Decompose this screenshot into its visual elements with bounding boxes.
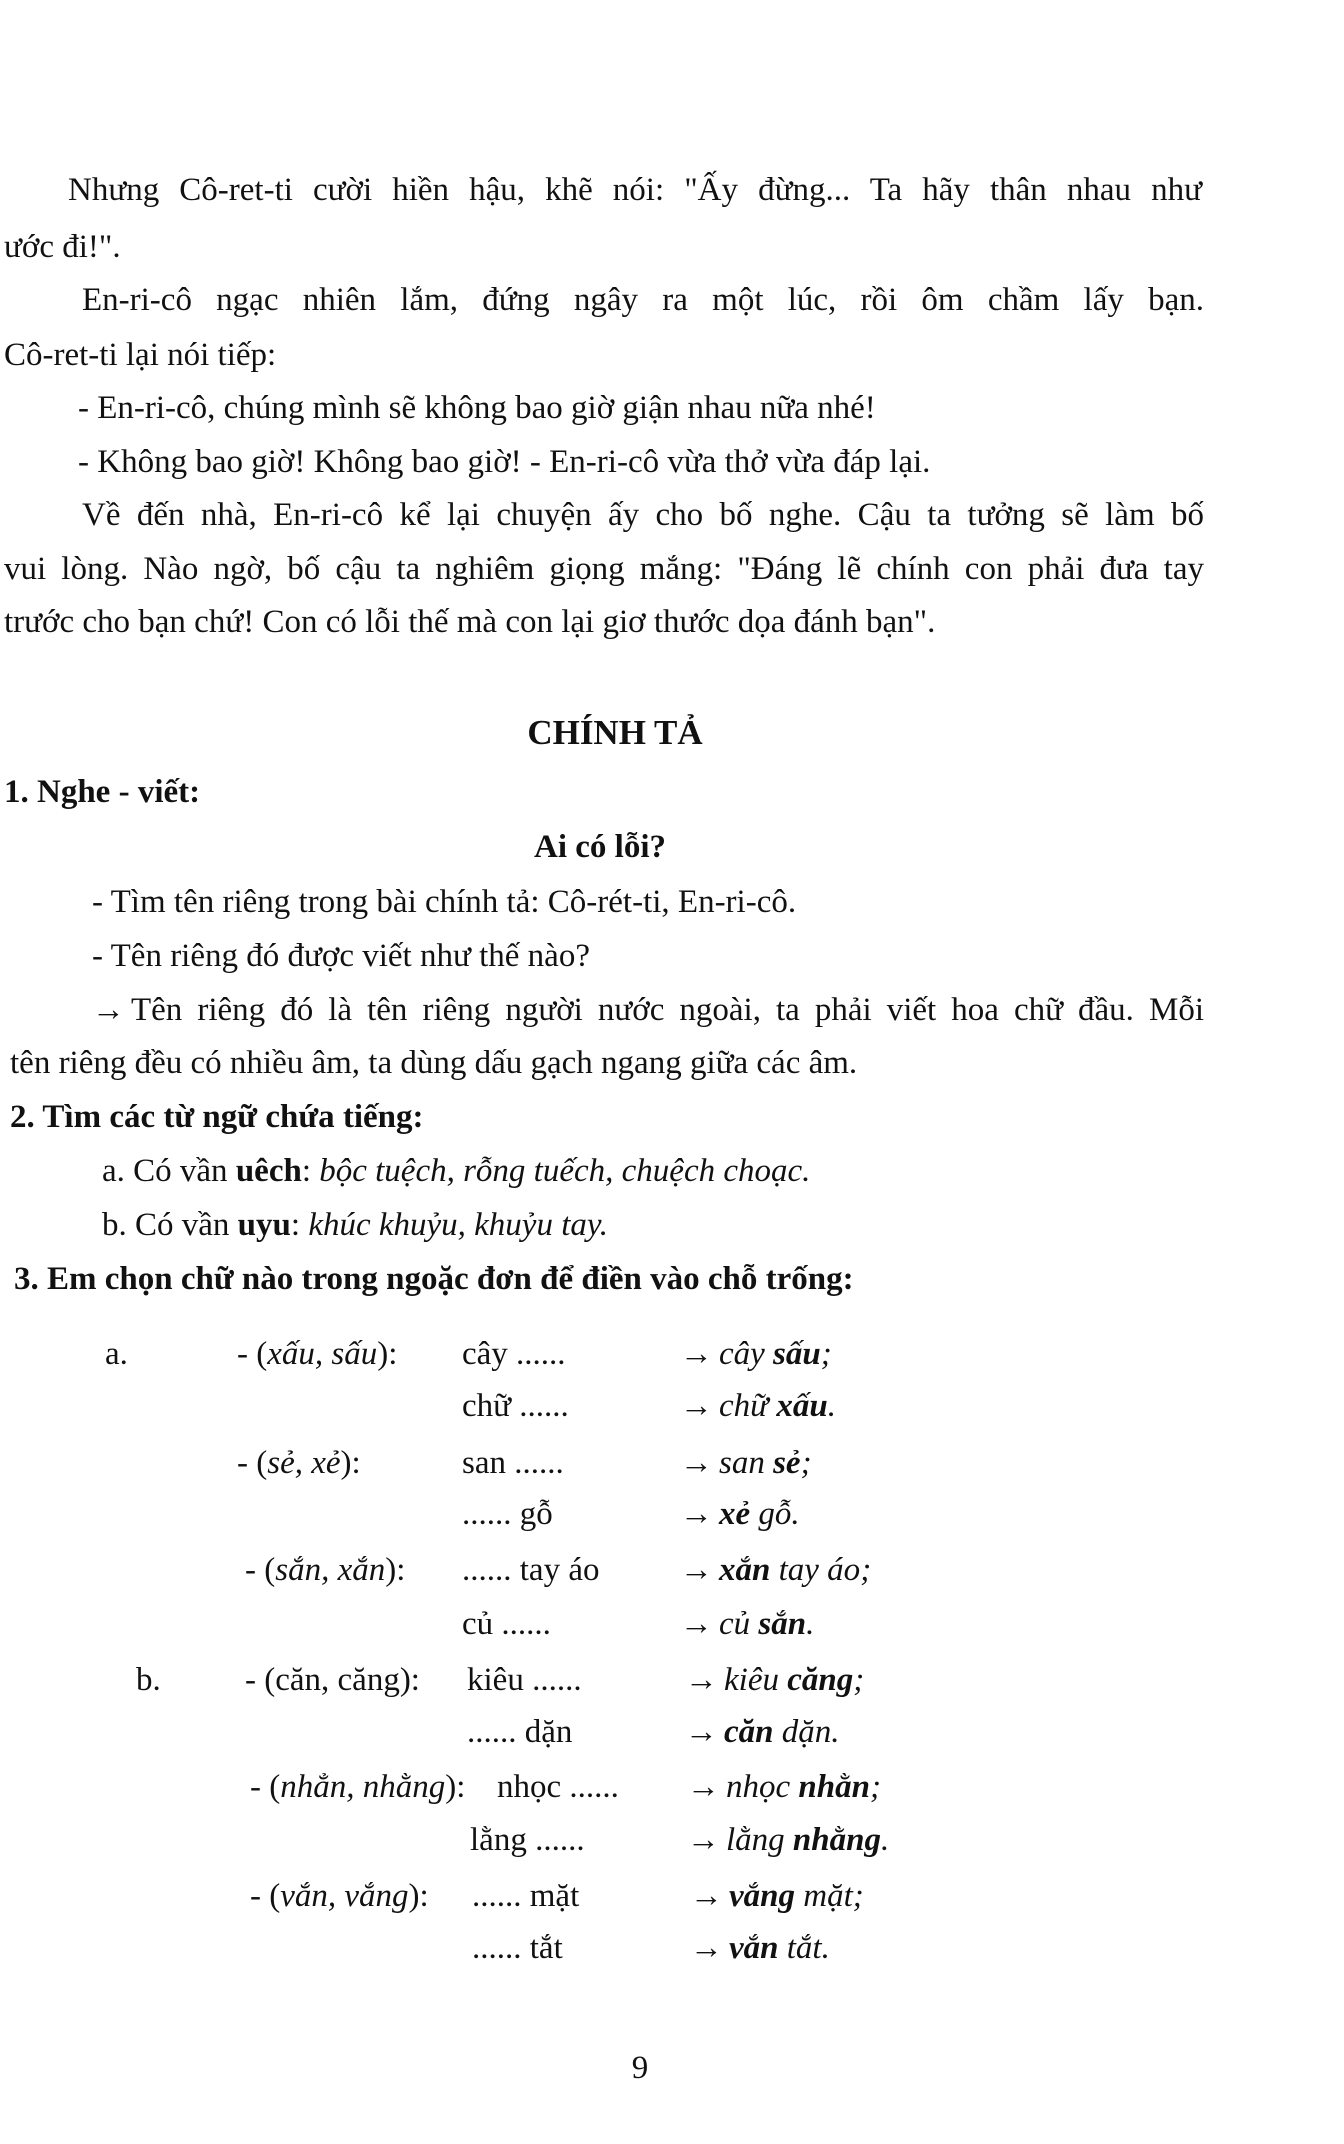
item-a-rhyme: uêch	[235, 1153, 302, 1189]
group-6-options: - (vắn, vắng):	[250, 1878, 429, 1914]
exercise-1-answer-line-1	[92, 990, 1204, 1031]
group-3-blank-2: củ ......	[462, 1606, 551, 1642]
story-paragraph-3-line-3: trước cho bạn chứ! Con có lỗi thế mà con lại giơ thước dọa đánh bạn".	[4, 604, 936, 640]
arrow-icon: →	[687, 1769, 720, 1805]
group-6-answer-2: → vắn tắt.	[690, 1928, 830, 1969]
story-dialog-2: - Không bao giờ! Không bao giờ! - En-ri-cô vừa thở vừa đáp lại.	[78, 444, 931, 480]
exercise-2-item-a	[102, 1151, 810, 1192]
group-5-blank-1: nhọc ......	[497, 1769, 619, 1805]
exercise-1-question-2: - Tên riêng đó được viết như thế nào?	[92, 938, 590, 974]
arrow-icon: →	[685, 1714, 718, 1750]
exercise-3-label-b: b.	[136, 1662, 161, 1698]
arrow-icon: →	[680, 1606, 713, 1642]
group-5-blank-2: lằng ......	[470, 1822, 585, 1858]
item-b-words: khúc khuỷu, khuỷu tay.	[308, 1207, 608, 1243]
group-3-options: - (sắn, xắn):	[245, 1552, 406, 1588]
group-3-blank-1: ...... tay áo	[462, 1552, 600, 1588]
group-1-answer-2: → chữ xấu.	[680, 1386, 836, 1427]
arrow-icon: →	[680, 1496, 713, 1532]
group-3-answer-2: → củ sắn.	[680, 1604, 814, 1645]
arrow-icon: →	[690, 1878, 723, 1914]
group-2-blank-2: ...... gỗ	[462, 1496, 553, 1532]
item-a-prefix: a. Có vần	[102, 1153, 236, 1189]
group-1-blank-2: chữ ......	[462, 1388, 569, 1424]
exercise-1-answer-line-2: tên riêng đều có nhiều âm, ta dùng dấu gạch ngang giữa các âm.	[10, 1045, 858, 1081]
group-2-options: - (sẻ, xẻ):	[237, 1445, 361, 1481]
arrow-icon: →	[690, 1930, 723, 1966]
group-6-answer-1: → vắng mặt;	[690, 1876, 864, 1917]
group-4-blank-1: kiêu ......	[467, 1662, 582, 1698]
group-1-blank-1: cây ......	[462, 1336, 566, 1372]
exercise-1-subtitle: Ai có lỗi?	[534, 829, 666, 865]
group-4-blank-2: ...... dặn	[467, 1714, 573, 1750]
arrow-icon: →	[680, 1336, 713, 1372]
story-paragraph-3-line-2: vui lòng. Nào ngờ, bố cậu ta nghiêm giọng mắng: "Đáng lẽ chính con phải đưa tay	[4, 551, 1204, 587]
item-b-prefix: b. Có vần	[102, 1207, 238, 1243]
item-a-colon: :	[301, 1153, 320, 1189]
group-4-options: - (căn, căng):	[245, 1662, 420, 1698]
arrow-icon: →	[680, 1388, 713, 1424]
group-5-options: - (nhẳn, nhằng):	[250, 1769, 466, 1805]
group-2-answer-1: → san sẻ;	[680, 1443, 812, 1484]
item-b-colon: :	[290, 1207, 309, 1243]
exercise-2-heading: 2. Tìm các từ ngữ chứa tiếng:	[10, 1099, 424, 1135]
group-5-answer-2: → lằng nhằng.	[687, 1820, 889, 1861]
item-a-words: bộc tuệch, rỗng tuếch, chuệch choạc.	[319, 1153, 811, 1189]
exercise-2-item-b	[102, 1205, 608, 1246]
exercise-3-heading: 3. Em chọn chữ nào trong ngoặc đơn để điền vào chỗ trống:	[14, 1261, 854, 1297]
exercise-1-question-1: - Tìm tên riêng trong bài chính tả: Cô-rét-ti, En-ri-cô.	[92, 884, 797, 920]
group-1-answer-1: → cây sấu;	[680, 1334, 832, 1375]
item-b-rhyme: uyu	[237, 1207, 291, 1243]
story-dialog-1: - En-ri-cô, chúng mình sẽ không bao giờ giận nhau nữa nhé!	[78, 390, 876, 426]
arrow-icon: →	[687, 1822, 720, 1858]
exercise-1-answer-text: Tên riêng đó là tên riêng người nước ngoài, ta phải viết hoa chữ đầu. Mỗi	[131, 992, 1204, 1028]
group-4-answer-2: → căn dặn.	[685, 1712, 840, 1753]
exercise-1-heading: 1. Nghe - viết:	[4, 774, 201, 810]
story-paragraph-3-line-1: Về đến nhà, En-ri-cô kể lại chuyện ấy cho bố nghe. Cậu ta tưởng sẽ làm bố	[82, 497, 1204, 533]
arrow-icon: →	[685, 1662, 718, 1698]
story-paragraph-1-line-1: Nhưng Cô-ret-ti cười hiền hậu, khẽ nói: "Ấy đừng... Ta hãy thân nhau như	[68, 172, 1202, 208]
arrow-icon: →	[680, 1552, 713, 1588]
arrow-icon: →	[92, 992, 125, 1028]
exercise-3-label-a: a.	[105, 1336, 128, 1372]
group-2-answer-2: → xẻ gỗ.	[680, 1494, 800, 1535]
story-paragraph-2-line-1: En-ri-cô ngạc nhiên lắm, đứng ngây ra một lúc, rồi ôm chầm lấy bạn.	[82, 282, 1204, 318]
group-1-options: - (xấu, sấu):	[237, 1336, 398, 1372]
arrow-icon: →	[680, 1445, 713, 1481]
page-number: 9	[631, 2050, 649, 2086]
group-6-blank-1: ...... mặt	[472, 1878, 580, 1914]
section-title: CHÍNH TẢ	[527, 713, 703, 752]
group-5-answer-1: → nhọc nhằn;	[687, 1767, 881, 1808]
story-paragraph-2-line-2: Cô-ret-ti lại nói tiếp:	[4, 337, 277, 373]
story-paragraph-1-line-2: ước đi!".	[4, 229, 121, 265]
group-6-blank-2: ...... tắt	[472, 1930, 563, 1966]
group-3-answer-1: → xắn tay áo;	[680, 1550, 871, 1591]
group-4-answer-1: → kiêu căng;	[685, 1660, 864, 1701]
group-2-blank-1: san ......	[462, 1445, 564, 1481]
